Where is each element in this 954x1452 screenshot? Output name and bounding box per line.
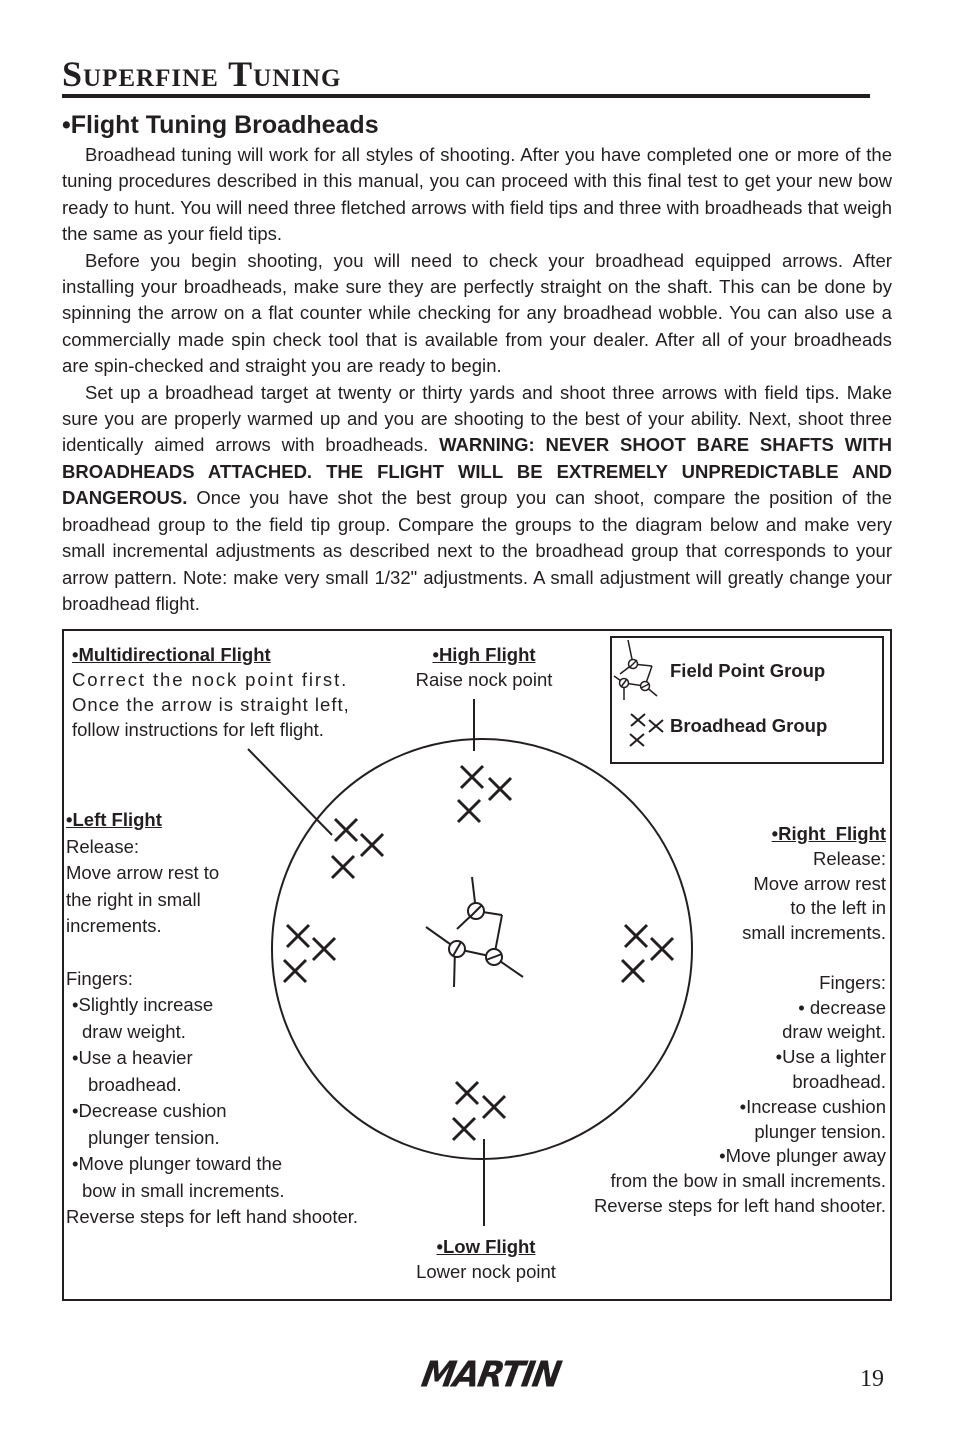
- broadhead-x-mark: [461, 766, 483, 788]
- legend-symbols: [612, 638, 672, 762]
- left-line: •Slightly increase: [72, 994, 214, 1015]
- title-rule: [62, 94, 870, 98]
- left-line: bow in small increments.: [82, 1179, 285, 1201]
- multidirectional-line: Correct the nock point first.: [72, 669, 349, 690]
- multidirectional-flight-heading: •Multidirectional Flight: [72, 644, 271, 665]
- paragraph-2: Before you begin shooting, you will need to check your broadhead equipped arrows. After installing your broadheads, make sure they are perfectly straight on the shaft. This can be done by spinning the arrow on a flat counter while checking for any broadhead wobble. You can also use a commercially made spin check tool that is available from your dealer. After all of your broadheads are spin-checked and straight you are ready to begin.: [62, 249, 892, 377]
- paragraph-3-end: Once you have shot the best group you can shoot, compare the position of the broadhead group to the field tip group. Compare the groups to the diagram below and make very small incremental adjustments as described next to the broadhead group that corresponds to your arrow pattern. Note: make very small 1/32" adjustments. A small adjustment will greatly change your broadhead flight.: [62, 487, 892, 614]
- right-line: draw weight.: [782, 1021, 886, 1043]
- legend-field-point-label: Field Point Group: [670, 660, 826, 681]
- left-flight-label: [66, 807, 406, 1231]
- broadhead-x-mark: [456, 1082, 478, 1104]
- section-heading: •Flight Tuning Broadheads: [62, 111, 379, 139]
- left-line: Fingers:: [66, 967, 133, 989]
- right-line: small increments.: [742, 922, 886, 944]
- page-number: 19: [860, 1366, 884, 1392]
- right-line: Move arrow rest: [753, 872, 886, 894]
- right-line: [534, 946, 886, 971]
- high-flight-instruction: Raise nock point: [415, 669, 553, 690]
- paragraph-1: Broadhead tuning will work for all styles of shooting. After you have completed one or more of the tuning procedures described in this manual, you can proceed with this final test to get your new bow ready to hunt. You will need three fletched arrows with field tips and three with broadheads that weigh the same as your field tips.: [62, 144, 892, 245]
- legend-box: [610, 636, 884, 764]
- paragraph-3-start: Set up a broadhead target at twenty or thirty yards and shoot three arrows with field tips. Make sure you are properly warmed up and you are shooting to the best of your ability. Next, shoot three identically aimed arrows with broadheads.: [62, 381, 892, 456]
- low-broadhead-group: [453, 1082, 505, 1140]
- low-flight-heading: •Low Flight: [436, 1236, 536, 1257]
- right-flight-label: [534, 822, 886, 1219]
- left-line: the right in small: [66, 888, 201, 910]
- flight-diagram: [62, 629, 892, 1301]
- left-line: Move arrow rest to: [66, 862, 220, 883]
- left-line: broadhead.: [88, 1073, 182, 1095]
- broadhead-x-mark: [453, 1118, 475, 1140]
- multidirectional-flight-label: [72, 642, 387, 742]
- left-flight-heading: •Left Flight: [66, 809, 162, 830]
- paragraph-3: [62, 380, 892, 618]
- multidirectional-line: Once the arrow is straight left,: [72, 694, 350, 715]
- right-line: plunger tension.: [754, 1120, 886, 1142]
- legend-broadhead-label: Broadhead Group: [670, 715, 828, 736]
- right-line: •Use a lighter: [775, 1046, 886, 1068]
- right-line: • decrease: [798, 996, 886, 1018]
- right-flight-heading: •Right Flight: [771, 823, 886, 844]
- field-point-group: [426, 877, 523, 987]
- broadhead-x-mark: [483, 1096, 505, 1118]
- right-line: broadhead.: [792, 1070, 886, 1092]
- low-flight-instruction: Lower nock point: [416, 1261, 556, 1282]
- left-line: increments.: [66, 915, 162, 936]
- right-line: •Move plunger away: [719, 1145, 886, 1167]
- left-line: Reverse steps for left hand shooter.: [66, 1206, 359, 1227]
- left-line: [66, 940, 406, 966]
- low-flight-label: [384, 1234, 588, 1284]
- left-line: draw weight.: [82, 1020, 186, 1042]
- multidirectional-line: follow instructions for left flight.: [72, 719, 324, 740]
- left-line: •Move plunger toward the: [72, 1153, 283, 1174]
- right-line: Fingers:: [819, 971, 886, 993]
- broadhead-x-mark: [458, 800, 480, 822]
- left-line: Release:: [66, 835, 140, 857]
- high-flight-heading: •High Flight: [432, 644, 536, 665]
- left-line: plunger tension.: [88, 1126, 220, 1148]
- body-text: [62, 142, 892, 617]
- left-line: •Decrease cushion: [72, 1100, 227, 1121]
- right-line: Reverse steps for left hand shooter.: [593, 1194, 886, 1216]
- martin-logo: [420, 1356, 562, 1394]
- right-line: to the left in: [790, 897, 886, 919]
- right-line: •Increase cushion: [739, 1095, 886, 1117]
- left-line: •Use a heavier: [72, 1047, 193, 1068]
- high-broadhead-group: [458, 766, 511, 822]
- right-line: Release:: [812, 847, 886, 869]
- martin-logo-text: MARTIN: [418, 1354, 564, 1396]
- safety-warning: WARNING: NEVER SHOOT BARE SHAFTS WITH BROADHEADS ATTACHED. THE FLIGHT WILL BE EXTREMELY UNPREDICTABLE AND DANGEROUS.: [62, 434, 892, 509]
- high-flight-label: [394, 642, 574, 692]
- right-line: from the bow in small increments.: [610, 1170, 886, 1192]
- broadhead-x-mark: [489, 778, 511, 800]
- page-title: Superfine Tuning: [62, 54, 342, 94]
